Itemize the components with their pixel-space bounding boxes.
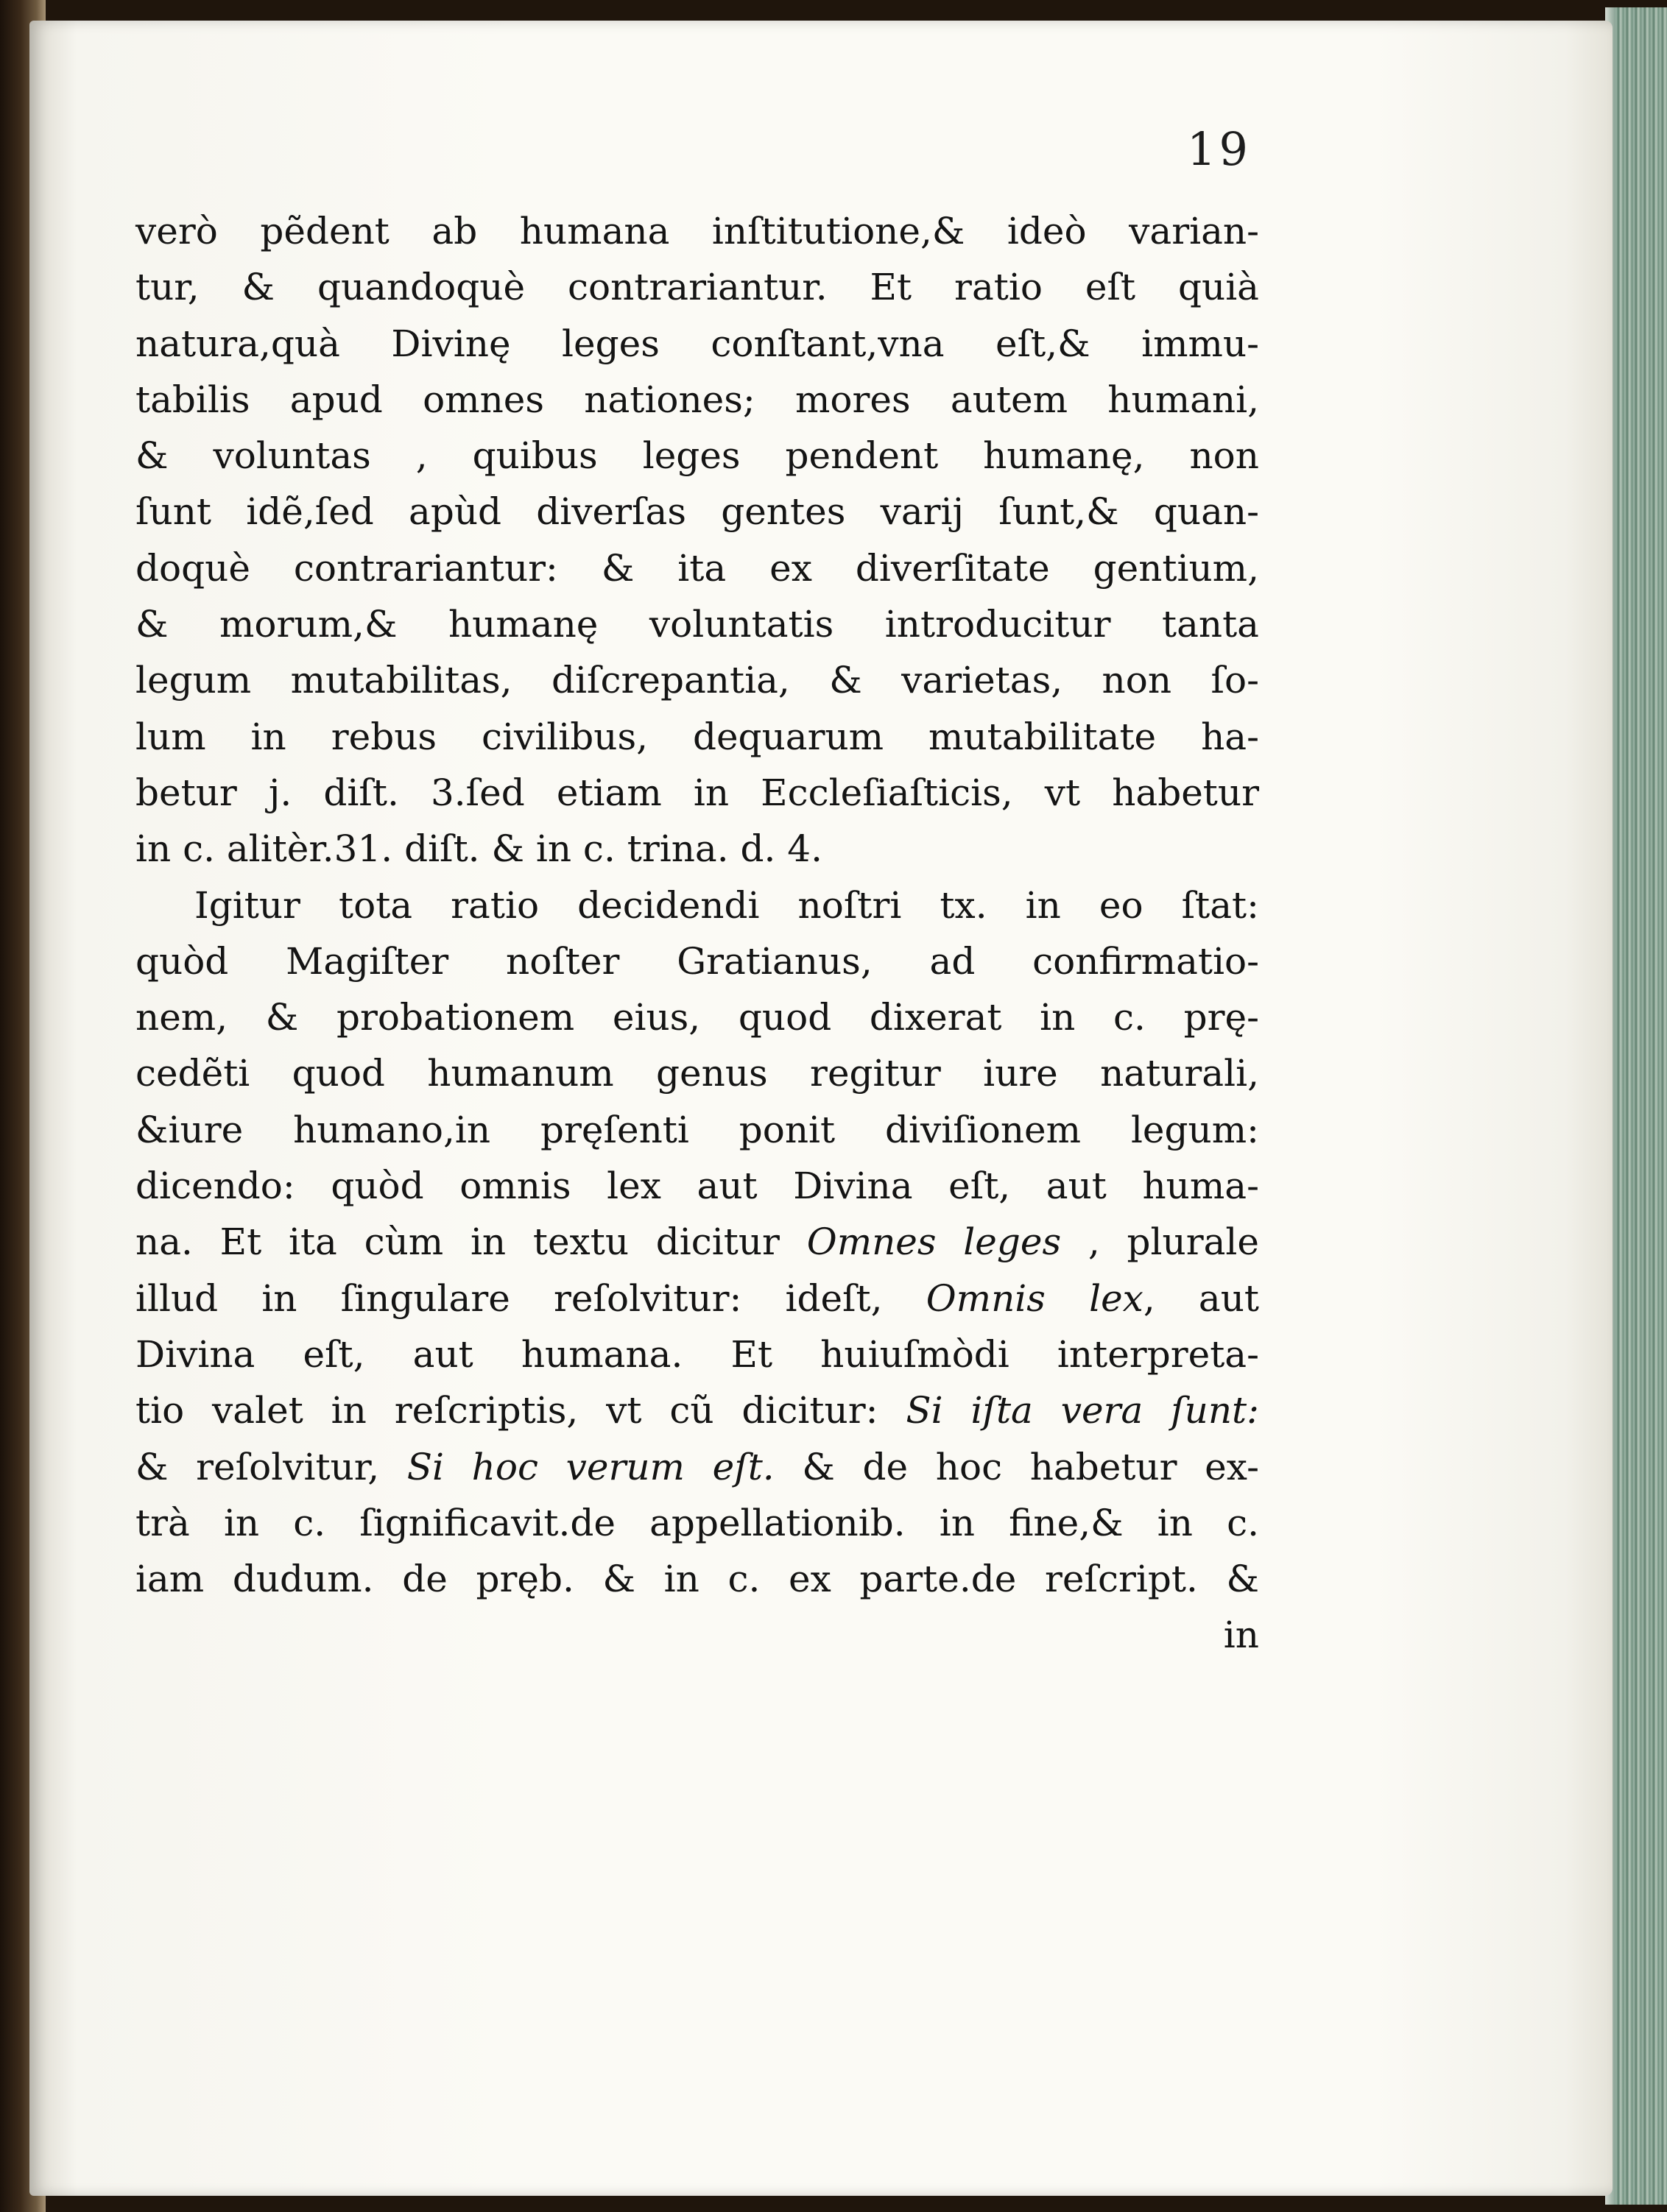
paragraph-start-line: Igitur tota ratio decidendi noſtri tx. in eo ſtat: [194, 883, 1259, 927]
text-line-with-italic [135, 1271, 1259, 1326]
page-fore-edge [1605, 7, 1667, 2205]
text-line: dicendo: quòd omnis lex aut Divina eſt, aut huma- [135, 1165, 1259, 1208]
text-segment: tio valet in reſcriptis, vt cũ dicitur: [135, 1389, 906, 1432]
text-line: &iure humano,in pręſenti ponit diviſionem legum: [135, 1108, 1259, 1151]
italic-phrase: Si hoc verum eſt. [406, 1445, 775, 1488]
text-line: trà in c. ſignificavit.de appellationib. in fine,& in c. [135, 1501, 1259, 1544]
paragraph-end-line: in c. alitèr.31. diſt. & in c. trina. d. 4. [135, 827, 823, 871]
text-line: verò pẽdent ab humana inſtitutione,& ideò varian- [135, 210, 1259, 252]
text-line: ſunt idẽ,ſed apùd diverſas gentes varij ſunt,& quan- [135, 490, 1259, 534]
text-line: tur, & quandoquè contrariantur. Et ratio eſt quià [135, 266, 1259, 309]
catchword: in [1223, 1614, 1259, 1657]
text-segment: illud in ſingulare reſolvitur: ideſt, [135, 1276, 926, 1320]
text-line: iam dudum. de pręb. & in c. ex parte.de reſcript. & [135, 1558, 1259, 1601]
page-number: 19 [1187, 122, 1251, 176]
text-line: quòd Magiſter noſter Gratianus, ad confirmatio- [135, 939, 1259, 983]
italic-phrase: Omnis lex [926, 1276, 1143, 1320]
text-segment: na. Et ita cùm in textu dicitur [135, 1220, 807, 1264]
text-segment: & reſolvitur, [135, 1445, 407, 1488]
italic-phrase: Si iſta vera ſunt: [906, 1389, 1259, 1432]
text-line-with-italic [135, 1439, 1259, 1495]
text-line: doquè contrariantur: & ita ex diverſitate gentium, [135, 546, 1259, 590]
text-line-with-italic [135, 1214, 1259, 1270]
text-line: natura,quà Divinę leges conſtant,vna eſt,& immu- [135, 322, 1259, 365]
text-line-with-italic [135, 1382, 1259, 1438]
text-line: & morum,& humanę voluntatis introducitur tanta [135, 603, 1259, 646]
text-segment: & de hoc habetur ex- [774, 1445, 1259, 1488]
body-text [135, 203, 1259, 1664]
text-line: nem, & probationem eius, quod dixerat in c. prę- [135, 996, 1259, 1039]
text-line: legum mutabilitas, diſcrepantia, & varietas, non ſo- [135, 659, 1259, 702]
text-segment: , aut [1143, 1276, 1259, 1320]
italic-phrase: Omnes leges [806, 1220, 1062, 1264]
text-line: lum in rebus civilibus, dequarum mutabilitate ha- [135, 715, 1259, 758]
text-line: tabilis apud omnes nationes; mores autem humani, [135, 378, 1259, 421]
text-line: Divina eſt, aut humana. Et huiuſmòdi interpreta- [135, 1332, 1259, 1376]
text-line: & voluntas , quibus leges pendent humanę, non [135, 434, 1259, 478]
book-page [29, 21, 1613, 2196]
text-line: cedẽti quod humanum genus regitur iure naturali, [135, 1052, 1259, 1095]
text-segment: , plurale [1061, 1220, 1259, 1264]
text-line: betur j. diſt. 3.ſed etiam in Eccleſiaſticis, vt habetur [135, 771, 1259, 814]
